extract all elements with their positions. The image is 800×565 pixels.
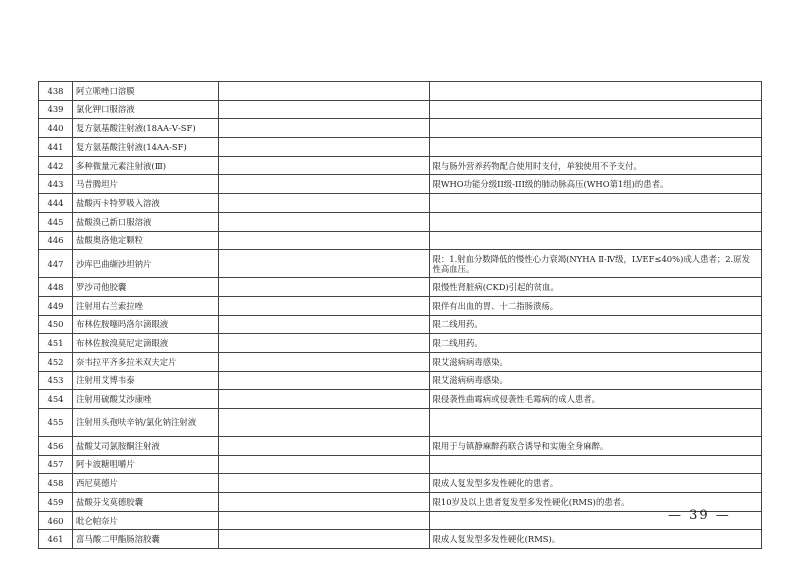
remark-cell: 限二线用药。 xyxy=(429,334,761,353)
table-row xyxy=(39,296,762,315)
drug-name-cell: 多种微量元素注射液(Ⅲ) xyxy=(73,156,219,175)
row-number-cell: 454 xyxy=(39,390,73,409)
table-row xyxy=(39,437,762,456)
drug-name-cell: 盐酸奥洛他定颗粒 xyxy=(73,231,219,250)
empty-cell xyxy=(219,119,429,138)
remark-cell xyxy=(429,409,761,437)
remark-cell: 限二线用药。 xyxy=(429,315,761,334)
row-number-cell: 444 xyxy=(39,194,73,213)
remark-cell: 限WHO功能分级II级-III级的肺动脉高压(WHO第1组)的患者。 xyxy=(429,175,761,194)
empty-cell xyxy=(219,250,429,278)
table-row xyxy=(39,315,762,334)
row-number-cell: 446 xyxy=(39,231,73,250)
remark-cell: 限侵袭性曲霉病或侵袭性毛霉病的成人患者。 xyxy=(429,390,761,409)
remark-cell xyxy=(429,100,761,119)
table-row xyxy=(39,175,762,194)
table-row xyxy=(39,493,762,512)
table-row xyxy=(39,100,762,119)
table-row xyxy=(39,371,762,390)
row-number-cell: 445 xyxy=(39,212,73,231)
empty-cell xyxy=(219,296,429,315)
table-body xyxy=(39,82,762,549)
drug-name-cell: 盐酸艾司氯胺酮注射液 xyxy=(73,437,219,456)
empty-cell xyxy=(219,100,429,119)
page-number: — 39 — xyxy=(668,508,731,523)
table-row xyxy=(39,156,762,175)
drug-name-cell: 布林佐胺溴莫尼定滴眼液 xyxy=(73,334,219,353)
empty-cell xyxy=(219,278,429,297)
drug-name-cell: 西尼莫德片 xyxy=(73,474,219,493)
remark-cell xyxy=(429,455,761,474)
drug-name-cell: 布林佐胺噻吗洛尔滴眼液 xyxy=(73,315,219,334)
row-number-cell: 448 xyxy=(39,278,73,297)
remark-cell: 限成人复发型多发性硬化(RMS)。 xyxy=(429,530,761,549)
empty-cell xyxy=(219,334,429,353)
empty-cell xyxy=(219,82,429,101)
drug-name-cell: 盐酸芬戈莫德胶囊 xyxy=(73,493,219,512)
row-number-cell: 451 xyxy=(39,334,73,353)
remark-cell: 限10岁及以上患者复发型多发性硬化(RMS)的患者。 xyxy=(429,493,761,512)
drug-list-table xyxy=(38,81,762,549)
table-row xyxy=(39,212,762,231)
remark-cell xyxy=(429,231,761,250)
drug-name-cell: 沙库巴曲缬沙坦钠片 xyxy=(73,250,219,278)
row-number-cell: 443 xyxy=(39,175,73,194)
remark-cell xyxy=(429,138,761,157)
remark-cell: 限用于与镇静麻醉药联合诱导和实施全身麻醉。 xyxy=(429,437,761,456)
empty-cell xyxy=(219,138,429,157)
empty-cell xyxy=(219,371,429,390)
drug-name-cell: 注射用硫酸艾沙康唑 xyxy=(73,390,219,409)
empty-cell xyxy=(219,194,429,213)
empty-cell xyxy=(219,455,429,474)
table-row xyxy=(39,390,762,409)
row-number-cell: 449 xyxy=(39,296,73,315)
drug-name-cell: 氯化钾口服溶液 xyxy=(73,100,219,119)
table-row xyxy=(39,82,762,101)
remark-cell: 限：1.射血分数降低的慢性心力衰竭(NYHA Ⅱ-Ⅳ级，LVEF≤40%)成人患者；2.原发性高血压。 xyxy=(429,250,761,278)
empty-cell xyxy=(219,315,429,334)
table-row xyxy=(39,455,762,474)
empty-cell xyxy=(219,352,429,371)
remark-cell xyxy=(429,194,761,213)
table-row xyxy=(39,278,762,297)
drug-name-cell: 注射用艾博韦泰 xyxy=(73,371,219,390)
empty-cell xyxy=(219,231,429,250)
drug-name-cell: 阿卡波糖咀嚼片 xyxy=(73,455,219,474)
remark-cell: 限成人复发型多发性硬化的患者。 xyxy=(429,474,761,493)
row-number-cell: 453 xyxy=(39,371,73,390)
table-row xyxy=(39,138,762,157)
row-number-cell: 460 xyxy=(39,511,73,530)
drug-name-cell: 复方氨基酸注射液(14AA-SF) xyxy=(73,138,219,157)
remark-cell xyxy=(429,82,761,101)
table-row xyxy=(39,119,762,138)
empty-cell xyxy=(219,437,429,456)
row-number-cell: 442 xyxy=(39,156,73,175)
row-number-cell: 441 xyxy=(39,138,73,157)
empty-cell xyxy=(219,212,429,231)
remark-cell: 限艾滋病病毒感染。 xyxy=(429,371,761,390)
table-row xyxy=(39,231,762,250)
table-row xyxy=(39,474,762,493)
row-number-cell: 459 xyxy=(39,493,73,512)
drug-name-cell: 吡仑帕奈片 xyxy=(73,511,219,530)
empty-cell xyxy=(219,511,429,530)
drug-name-cell: 注射用头孢呋辛钠/氯化钠注射液 xyxy=(73,409,219,437)
table-row xyxy=(39,194,762,213)
empty-cell xyxy=(219,156,429,175)
drug-name-cell: 阿立哌唑口溶膜 xyxy=(73,82,219,101)
empty-cell xyxy=(219,175,429,194)
row-number-cell: 452 xyxy=(39,352,73,371)
remark-cell: 限慢性肾脏病(CKD)引起的贫血。 xyxy=(429,278,761,297)
drug-name-cell: 马昔腾坦片 xyxy=(73,175,219,194)
empty-cell xyxy=(219,530,429,549)
remark-cell: 限艾滋病病毒感染。 xyxy=(429,352,761,371)
table-row xyxy=(39,250,762,278)
empty-cell xyxy=(219,493,429,512)
drug-name-cell: 富马酸二甲酯肠溶胶囊 xyxy=(73,530,219,549)
row-number-cell: 456 xyxy=(39,437,73,456)
remark-cell xyxy=(429,212,761,231)
remark-cell: 限与肠外营养药物配合使用时支付，单独使用不予支付。 xyxy=(429,156,761,175)
drug-name-cell: 盐酸丙卡特罗吸入溶液 xyxy=(73,194,219,213)
drug-name-cell: 罗沙司他胶囊 xyxy=(73,278,219,297)
remark-cell: 限伴有出血的胃、十二指肠溃疡。 xyxy=(429,296,761,315)
row-number-cell: 457 xyxy=(39,455,73,474)
table-row xyxy=(39,409,762,437)
drug-name-cell: 奈韦拉平齐多拉米双夫定片 xyxy=(73,352,219,371)
table-row xyxy=(39,530,762,549)
row-number-cell: 447 xyxy=(39,250,73,278)
row-number-cell: 438 xyxy=(39,82,73,101)
drug-name-cell: 盐酸溴己新口服溶液 xyxy=(73,212,219,231)
table-row xyxy=(39,352,762,371)
row-number-cell: 455 xyxy=(39,409,73,437)
empty-cell xyxy=(219,409,429,437)
table-row xyxy=(39,511,762,530)
drug-name-cell: 注射用右兰索拉唑 xyxy=(73,296,219,315)
table-row xyxy=(39,334,762,353)
row-number-cell: 440 xyxy=(39,119,73,138)
empty-cell xyxy=(219,474,429,493)
empty-cell xyxy=(219,390,429,409)
drug-name-cell: 复方氨基酸注射液(18AA-Ⅴ-SF) xyxy=(73,119,219,138)
row-number-cell: 458 xyxy=(39,474,73,493)
row-number-cell: 439 xyxy=(39,100,73,119)
row-number-cell: 450 xyxy=(39,315,73,334)
remark-cell xyxy=(429,119,761,138)
row-number-cell: 461 xyxy=(39,530,73,549)
